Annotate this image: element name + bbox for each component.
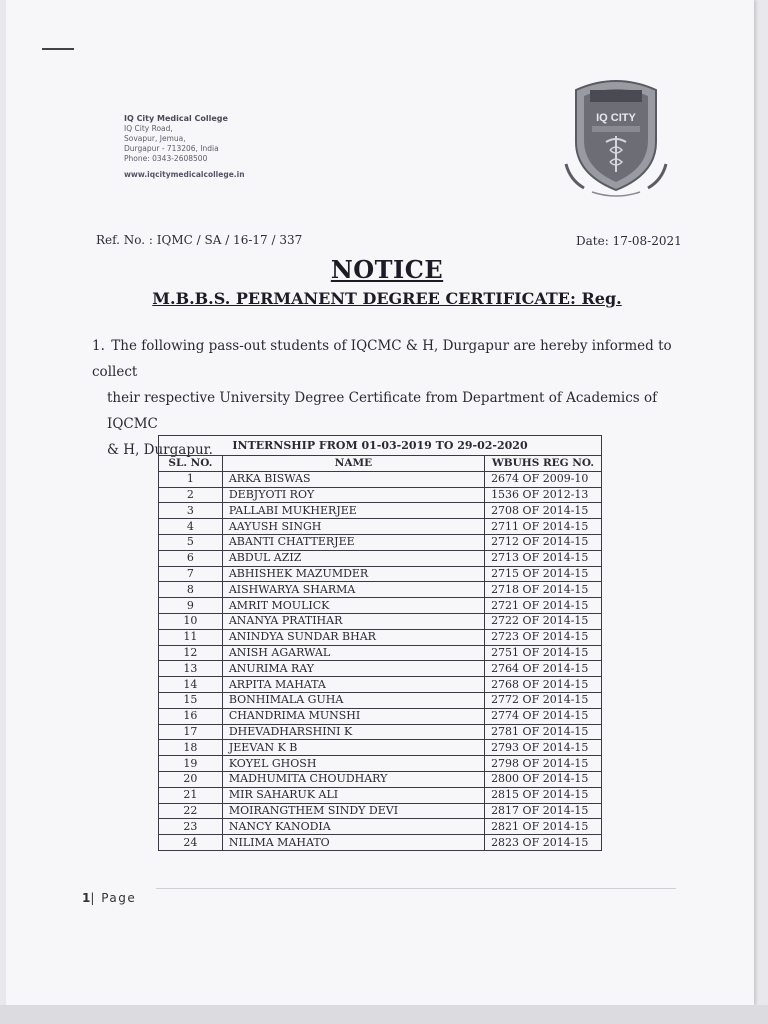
- table-row: [159, 724, 602, 740]
- reg-no-cell: 2774 OF 2014-15: [485, 708, 602, 724]
- name-cell: NILIMA MAHATO: [222, 835, 484, 851]
- college-crest-shield-caduceus-icon: [562, 72, 670, 202]
- address-line: Durgapur - 713206, India: [124, 144, 219, 153]
- name-cell: MIR SAHARUK ALI: [222, 787, 484, 803]
- reg-no-cell: 2800 OF 2014-15: [485, 771, 602, 787]
- table-row: [159, 519, 602, 535]
- sl-no-cell: 24: [159, 835, 223, 851]
- table-row: [159, 661, 602, 677]
- reg-no-cell: 2823 OF 2014-15: [485, 835, 602, 851]
- paragraph-number: 1.: [92, 338, 105, 354]
- name-cell: PALLABI MUKHERJEE: [222, 503, 484, 519]
- name-cell: ANURIMA RAY: [222, 661, 484, 677]
- reg-no-cell: 2674 OF 2009-10: [485, 471, 602, 487]
- sl-no-cell: 8: [159, 582, 223, 598]
- notice-subject: M.B.B.S. PERMANENT DEGREE CERTIFICATE: Reg.: [152, 289, 622, 308]
- table-row: [159, 803, 602, 819]
- sl-no-cell: 14: [159, 677, 223, 693]
- sl-no-cell: 23: [159, 819, 223, 835]
- page-title: NOTICE: [330, 255, 444, 284]
- name-cell: NANCY KANODIA: [222, 819, 484, 835]
- reg-no-cell: 2718 OF 2014-15: [485, 582, 602, 598]
- sl-no-cell: 19: [159, 756, 223, 772]
- sl-no-cell: 3: [159, 503, 223, 519]
- reg-no-cell: 2781 OF 2014-15: [485, 724, 602, 740]
- name-cell: ANINDYA SUNDAR BHAR: [222, 629, 484, 645]
- phone-line: Phone: 0343-2608500: [124, 154, 208, 163]
- footer-divider: [156, 888, 676, 889]
- reg-no-cell: 2712 OF 2014-15: [485, 534, 602, 550]
- reg-no-cell: 2798 OF 2014-15: [485, 756, 602, 772]
- sl-no-cell: 13: [159, 661, 223, 677]
- reg-no-cell: 2723 OF 2014-15: [485, 629, 602, 645]
- website: www.iqcitymedicalcollege.in: [124, 170, 245, 179]
- table-row: [159, 503, 602, 519]
- table-row: [159, 582, 602, 598]
- name-cell: ABDUL AZIZ: [222, 550, 484, 566]
- table-row: [159, 550, 602, 566]
- name-cell: MOIRANGTHEM SINDY DEVI: [222, 803, 484, 819]
- name-cell: ABHISHEK MAZUMDER: [222, 566, 484, 582]
- reg-no-cell: 2793 OF 2014-15: [485, 740, 602, 756]
- reg-no-cell: 2721 OF 2014-15: [485, 598, 602, 614]
- table-row: [159, 708, 602, 724]
- name-cell: ANANYA PRATIHAR: [222, 613, 484, 629]
- paragraph-line: The following pass-out students of IQCMC & H, Durgapur are hereby informed to collect: [92, 338, 672, 380]
- sl-no-cell: 16: [159, 708, 223, 724]
- name-cell: ABANTI CHATTERJEE: [222, 534, 484, 550]
- table-row: [159, 835, 602, 851]
- sl-no-cell: 15: [159, 692, 223, 708]
- reg-no-cell: 2821 OF 2014-15: [485, 819, 602, 835]
- sl-no-cell: 6: [159, 550, 223, 566]
- reg-no-cell: 2768 OF 2014-15: [485, 677, 602, 693]
- reg-no-cell: 2711 OF 2014-15: [485, 519, 602, 535]
- sl-no-cell: 5: [159, 534, 223, 550]
- table-row: [159, 629, 602, 645]
- name-cell: BONHIMALA GUHA: [222, 692, 484, 708]
- table-row: [159, 645, 602, 661]
- reference-number: Ref. No. : IQMC / SA / 16-17 / 337: [96, 233, 303, 247]
- sl-no-cell: 9: [159, 598, 223, 614]
- sl-no-cell: 10: [159, 613, 223, 629]
- notice-date: Date: 17-08-2021: [576, 234, 682, 248]
- document-page: [6, 0, 754, 1005]
- reg-no-cell: 2817 OF 2014-15: [485, 803, 602, 819]
- margin-mark: [42, 48, 74, 50]
- sl-no-cell: 11: [159, 629, 223, 645]
- logo-text: IQ CITY: [596, 112, 636, 124]
- reg-no-cell: 2815 OF 2014-15: [485, 787, 602, 803]
- reg-no-cell: 2722 OF 2014-15: [485, 613, 602, 629]
- page-label: Page: [101, 891, 137, 905]
- reg-no-cell: 1536 OF 2012-13: [485, 487, 602, 503]
- sl-no-cell: 7: [159, 566, 223, 582]
- name-cell: CHANDRIMA MUNSHI: [222, 708, 484, 724]
- table-row: [159, 677, 602, 693]
- table-row: [159, 566, 602, 582]
- reg-no-cell: 2708 OF 2014-15: [485, 503, 602, 519]
- table-caption: INTERNSHIP FROM 01-03-2019 TO 29-02-2020: [159, 436, 602, 456]
- table-row: [159, 534, 602, 550]
- reg-no-cell: 2751 OF 2014-15: [485, 645, 602, 661]
- table-row: [159, 787, 602, 803]
- name-cell: KOYEL GHOSH: [222, 756, 484, 772]
- name-cell: ANISH AGARWAL: [222, 645, 484, 661]
- sl-no-cell: 20: [159, 771, 223, 787]
- name-cell: MADHUMITA CHOUDHARY: [222, 771, 484, 787]
- column-header-reg-no: WBUHS REG NO.: [485, 456, 602, 472]
- address-line: IQ City Road,: [124, 124, 173, 133]
- reg-no-cell: 2764 OF 2014-15: [485, 661, 602, 677]
- sl-no-cell: 21: [159, 787, 223, 803]
- name-cell: AMRIT MOULICK: [222, 598, 484, 614]
- sl-no-cell: 17: [159, 724, 223, 740]
- footer-separator: |: [90, 891, 96, 905]
- name-cell: AISHWARYA SHARMA: [222, 582, 484, 598]
- table-row: [159, 692, 602, 708]
- sl-no-cell: 12: [159, 645, 223, 661]
- paragraph-line: & H, Durgapur.: [107, 442, 213, 458]
- table-row: [159, 471, 602, 487]
- column-header-sl-no: SL. NO.: [159, 456, 223, 472]
- name-cell: DHEVADHARSHINI K: [222, 724, 484, 740]
- table-row: [159, 598, 602, 614]
- sl-no-cell: 1: [159, 471, 223, 487]
- page-footer: [82, 891, 136, 905]
- sl-no-cell: 18: [159, 740, 223, 756]
- letterhead: [124, 114, 245, 180]
- name-cell: ARKA BISWAS: [222, 471, 484, 487]
- student-list-table: [158, 435, 602, 851]
- table-row: [159, 756, 602, 772]
- name-cell: AAYUSH SINGH: [222, 519, 484, 535]
- college-name: IQ City Medical College: [124, 114, 228, 123]
- table-row: [159, 613, 602, 629]
- reg-no-cell: 2772 OF 2014-15: [485, 692, 602, 708]
- name-cell: DEBJYOTI ROY: [222, 487, 484, 503]
- address-line: Sovapur, Jemua,: [124, 134, 186, 143]
- table-row: [159, 740, 602, 756]
- scan-background: [0, 1005, 768, 1024]
- column-header-name: NAME: [222, 456, 484, 472]
- page-number: 1: [82, 891, 91, 905]
- sl-no-cell: 4: [159, 519, 223, 535]
- table-row: [159, 771, 602, 787]
- sl-no-cell: 2: [159, 487, 223, 503]
- reg-no-cell: 2713 OF 2014-15: [485, 550, 602, 566]
- sl-no-cell: 22: [159, 803, 223, 819]
- name-cell: JEEVAN K B: [222, 740, 484, 756]
- paragraph-line: their respective University Degree Certificate from Department of Academics of IQCMC: [107, 390, 658, 432]
- reg-no-cell: 2715 OF 2014-15: [485, 566, 602, 582]
- table-row: [159, 487, 602, 503]
- name-cell: ARPITA MAHATA: [222, 677, 484, 693]
- table-row: [159, 819, 602, 835]
